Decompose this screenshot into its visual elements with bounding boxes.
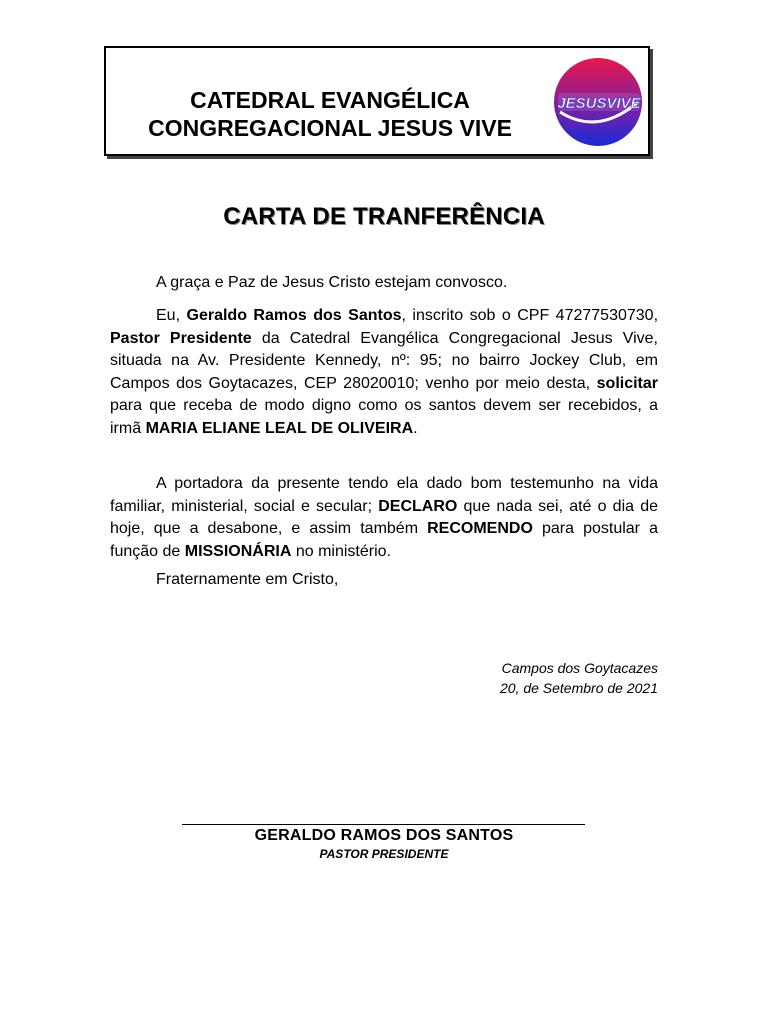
member-name: MARIA ELIANE LEAL DE OLIVEIRA <box>145 419 414 437</box>
document-title: CARTA DE TRANFERÊNCIA <box>223 203 545 230</box>
signature-line <box>182 824 585 825</box>
role-missionaria: MISSIONÁRIA <box>184 542 292 560</box>
paragraph-request: Eu, Geraldo Ramos dos Santos, inscrito sob o CPF 47277530730, Pastor Presidente da Catedral Evangélica Congregacional Jesus Vive, situada na Av. Presidente Kennedy, nº: 95; no bairro Jockey Club, em Campos dos Goytacazes, CEP 28020010; venho por meio desta, solicitar para que receba de modo digno como os santos devem ser recebidos, a irmã MARIA ELIANE LEAL DE OLIVEIRA. <box>110 307 659 437</box>
jesus-vive-logo <box>552 56 644 148</box>
logo-text: JESUSVIVE <box>557 95 641 112</box>
place-date <box>358 658 658 698</box>
declaro: DECLARO <box>378 497 458 515</box>
request-verb: solicitar <box>596 374 658 392</box>
recomendo: RECOMENDO <box>427 520 533 538</box>
closing: Fraternamente em Cristo, <box>156 571 339 588</box>
greeting: A graça e Paz de Jesus Cristo estejam convosco. <box>156 274 508 291</box>
church-name <box>120 86 540 142</box>
church-name-line1: CATEDRAL EVANGÉLICA <box>190 87 470 113</box>
church-name-line2: CONGREGACIONAL JESUS VIVE <box>148 115 512 141</box>
pastor-title: Pastor Presidente <box>110 329 252 347</box>
signature-role: PASTOR PRESIDENTE <box>319 847 449 861</box>
pastor-name: Geraldo Ramos dos Santos <box>186 307 402 324</box>
paragraph-testimony: A portadora da presente tendo ela dado bom testemunho na vida familiar, ministerial, social e secular; DECLARO que nada sei, até o dia de hoje, que a desabone, e assim também RECOMENDO para postular a função de MISSIONÁRIA no ministério. <box>110 475 659 560</box>
header-box <box>104 46 650 156</box>
signature-name: GERALDO RAMOS DOS SANTOS <box>254 827 514 844</box>
place: Campos dos Goytacazes <box>501 660 658 676</box>
date: 20, de Setembro de 2021 <box>499 680 658 696</box>
